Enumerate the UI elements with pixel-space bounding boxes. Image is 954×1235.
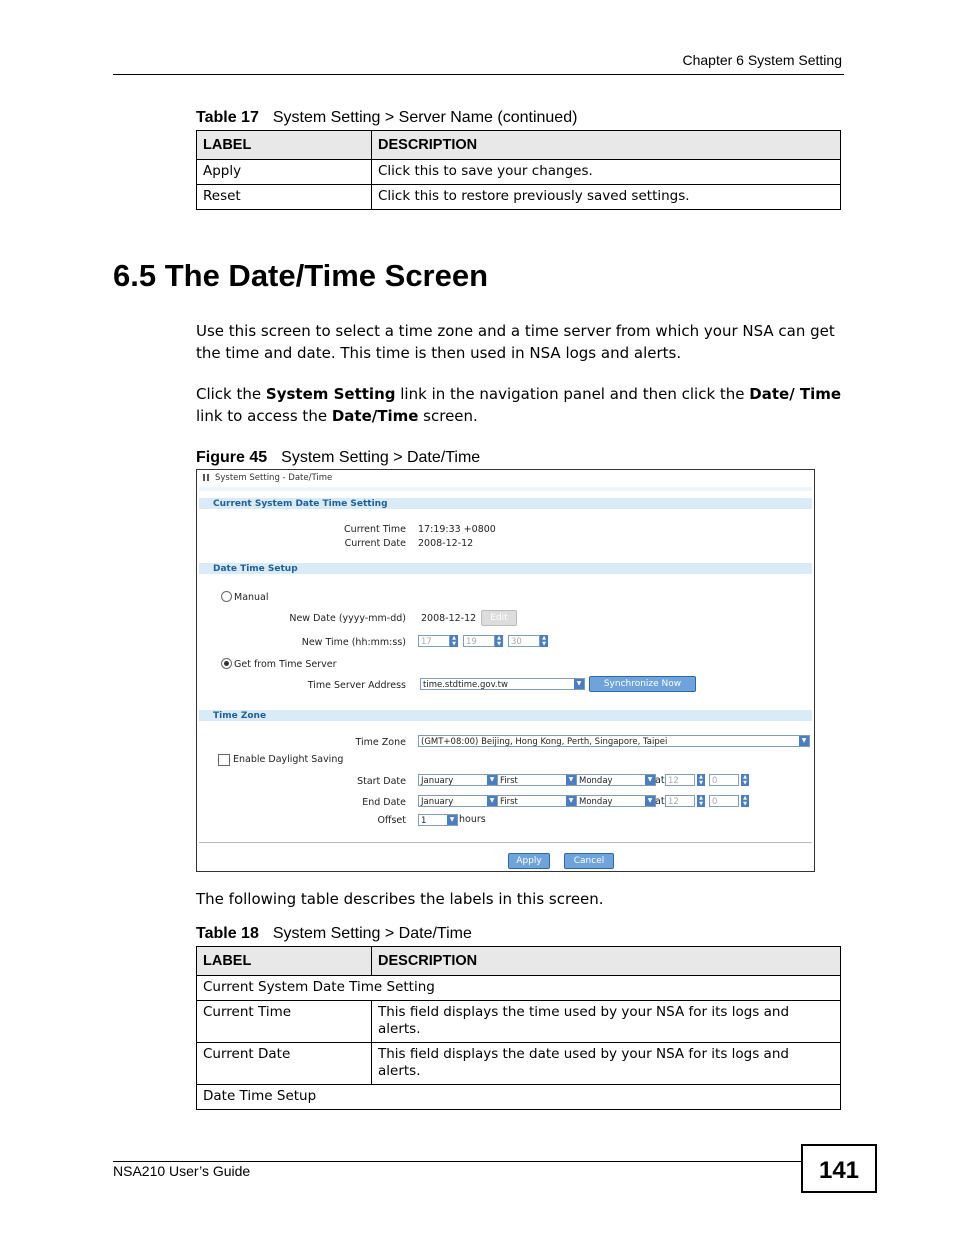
table17-cell-label: Apply (197, 160, 372, 185)
end-hour-stepper-icon[interactable]: ▲ ▼ (697, 795, 705, 807)
header-rule (113, 74, 844, 75)
end-day-select[interactable] (576, 795, 656, 807)
edit-button[interactable]: Edit (481, 610, 517, 626)
table-intro-paragraph: The following table describes the labels in this screen. (196, 890, 604, 908)
hour-stepper-icon[interactable]: ▲ ▼ (450, 635, 458, 647)
table18-col-label: LABEL (197, 947, 372, 976)
table-row (197, 1001, 841, 1043)
end-date-label: End Date (362, 797, 406, 808)
offset-value: 1 (421, 816, 427, 826)
end-minute-stepper-icon[interactable]: ▲ ▼ (741, 795, 749, 807)
chevron-down-icon: ▼ (566, 775, 576, 785)
new-date-label: New Date (yyyy-mm-dd) (289, 613, 406, 624)
end-minute-input[interactable]: 0 (709, 795, 739, 807)
chevron-down-icon: ▼ (447, 815, 457, 825)
synchronize-now-button[interactable]: Synchronize Now (589, 676, 696, 692)
new-time-minute-input[interactable]: 19 (463, 635, 495, 647)
guide-name: NSA210 User’s Guide (113, 1163, 251, 1179)
table18-group-setup: Date Time Setup (197, 1085, 841, 1110)
chevron-down-icon: ▼ (574, 679, 584, 689)
start-hour-stepper-icon[interactable]: ▲ ▼ (697, 774, 705, 786)
server-address-value: time.stdtime.gov.tw (423, 680, 508, 690)
end-week-select[interactable] (497, 795, 577, 807)
end-hour-input[interactable]: 12 (665, 795, 695, 807)
start-month-select[interactable] (418, 774, 498, 786)
start-minute-stepper-icon[interactable]: ▲ ▼ (741, 774, 749, 786)
offset-label: Offset (377, 815, 406, 826)
time-zone-label: Time Zone (355, 737, 406, 748)
table17-caption (196, 109, 577, 127)
new-time-second-input[interactable]: 30 (508, 635, 540, 647)
start-day-value: Monday (579, 776, 613, 786)
table-row (197, 1043, 841, 1085)
chevron-down-icon: ▼ (645, 796, 655, 806)
band-current-setting: Current System Date Time Setting (199, 497, 812, 509)
instructions-paragraph (196, 383, 846, 427)
table17-col-desc: DESCRIPTION (372, 131, 841, 160)
minute-stepper-icon[interactable]: ▲ ▼ (495, 635, 503, 647)
instr-text-2: link in the navigation panel and then click the (395, 385, 750, 403)
offset-select[interactable] (418, 814, 458, 826)
table-row (197, 1085, 841, 1110)
section-title: 6.5 The Date/Time Screen (113, 258, 489, 293)
table-row (197, 976, 841, 1001)
start-hour-input[interactable]: 12 (665, 774, 695, 786)
chevron-down-icon: ▼ (799, 736, 809, 746)
instr-bold-3: Date/Time (331, 407, 419, 425)
daylight-saving-checkbox[interactable] (218, 754, 230, 766)
apply-button[interactable]: Apply (508, 853, 550, 869)
server-address-select[interactable] (420, 678, 585, 690)
chapter-header: Chapter 6 System Setting (682, 52, 842, 68)
manual-radio[interactable] (221, 591, 232, 602)
start-day-select[interactable] (576, 774, 656, 786)
end-month-value: January (421, 797, 454, 807)
table17-cell-desc: Click this to restore previously saved settings. (372, 185, 841, 210)
cancel-button[interactable]: Cancel (564, 853, 614, 869)
chevron-down-icon: ▼ (566, 796, 576, 806)
screen-title-text: System Setting - Date/Time (215, 473, 333, 483)
page-number: 141 (801, 1144, 877, 1193)
instr-bold-1: System Setting (265, 385, 396, 403)
time-zone-value: (GMT+08:00) Beijing, Hong Kong, Perth, Singapore, Taipei (421, 737, 668, 747)
band-time-zone: Time Zone (199, 709, 812, 721)
table18-cell-desc: This field displays the time used by your NSA for its logs and alerts. (372, 1001, 841, 1043)
end-month-select[interactable] (418, 795, 498, 807)
band-spacer (199, 487, 812, 491)
figure45-caption-text: System Setting > Date/Time (281, 449, 481, 466)
table17-caption-num: Table 17 (196, 109, 259, 126)
time-zone-select[interactable] (418, 735, 810, 747)
table18-caption-num: Table 18 (196, 925, 259, 942)
get-from-server-radio[interactable] (221, 658, 232, 669)
table18-group-current: Current System Date Time Setting (197, 976, 841, 1001)
hours-label: hours (459, 814, 486, 825)
daylight-saving-label: Enable Daylight Saving (233, 754, 344, 765)
table18 (196, 946, 841, 1110)
table18-col-desc: DESCRIPTION (372, 947, 841, 976)
instr-text-1: Click the (196, 385, 266, 403)
current-date-label: Current Date (344, 538, 406, 549)
instr-bold-2: Date/ Time (749, 385, 842, 403)
start-month-value: January (421, 776, 454, 786)
table18-caption (196, 925, 472, 943)
figure45-caption (196, 449, 480, 467)
start-date-label: Start Date (357, 776, 406, 787)
current-time-value: 17:19:33 +0800 (418, 524, 496, 535)
instr-text-4: screen. (418, 407, 478, 425)
end-day-value: Monday (579, 797, 613, 807)
table-row (197, 185, 841, 210)
screen-title (203, 473, 332, 483)
start-at-label: at (655, 775, 665, 786)
end-week-value: First (500, 797, 518, 807)
chevron-down-icon: ▼ (487, 796, 497, 806)
table18-cell-desc: This field displays the date used by your NSA for its logs and alerts. (372, 1043, 841, 1085)
get-from-server-label: Get from Time Server (234, 659, 337, 670)
table17-cell-desc: Click this to save your changes. (372, 160, 841, 185)
new-time-hour-input[interactable]: 17 (418, 635, 450, 647)
table17-caption-text: System Setting > Server Name (continued) (272, 109, 578, 126)
new-date-value: 2008-12-12 (421, 613, 477, 624)
intro-paragraph: Use this screen to select a time zone and a time server from which your NSA can get the time and date. This time is then used in NSA logs and alerts. (196, 322, 835, 362)
table17-cell-label: Reset (197, 185, 372, 210)
start-minute-input[interactable]: 0 (709, 774, 739, 786)
table18-cell-label: Current Time (197, 1001, 372, 1043)
chevron-down-icon: ▼ (645, 775, 655, 785)
start-week-select[interactable] (497, 774, 577, 786)
chevron-down-icon: ▼ (487, 775, 497, 785)
datetime-screenshot (196, 469, 815, 872)
end-at-label: at (655, 796, 665, 807)
instr-text-3: link to access the (196, 407, 332, 425)
table17-col-label: LABEL (197, 131, 372, 160)
grid-icon (203, 474, 210, 481)
server-address-label: Time Server Address (307, 680, 406, 691)
start-week-value: First (500, 776, 518, 786)
band-date-time-setup: Date Time Setup (199, 562, 812, 574)
new-time-label: New Time (hh:mm:ss) (301, 637, 406, 648)
current-date-value: 2008-12-12 (418, 538, 474, 549)
second-stepper-icon[interactable]: ▲ ▼ (540, 635, 548, 647)
divider (199, 842, 812, 843)
current-time-label: Current Time (344, 524, 406, 535)
manual-label: Manual (234, 592, 269, 603)
table18-cell-label: Current Date (197, 1043, 372, 1085)
table17 (196, 130, 841, 210)
figure45-caption-num: Figure 45 (196, 449, 268, 466)
footer-rule (113, 1161, 801, 1162)
table18-caption-text: System Setting > Date/Time (272, 925, 472, 942)
table-row (197, 160, 841, 185)
